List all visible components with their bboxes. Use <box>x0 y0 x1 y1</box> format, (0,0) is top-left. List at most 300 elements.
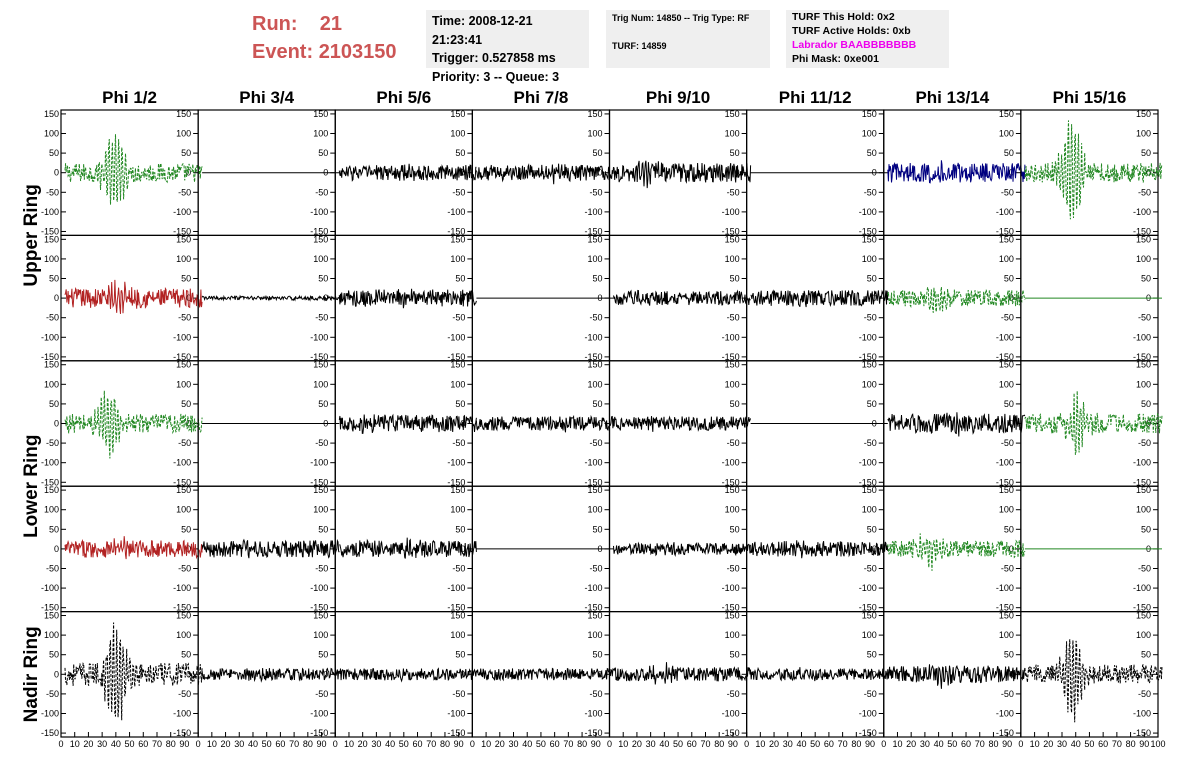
x-tick-label: 60 <box>1098 739 1109 749</box>
y-tick-label: 150 <box>43 359 59 370</box>
y-tick-label: 150 <box>998 485 1014 496</box>
y-tick-label: -50 <box>863 438 877 449</box>
y-tick-label: 50 <box>729 273 740 284</box>
y-tick-label: 50 <box>318 148 329 159</box>
x-tick-label: 10 <box>755 739 766 749</box>
y-tick-label: 0 <box>871 543 877 554</box>
x-tick-label: 80 <box>851 739 862 749</box>
waveform-trace <box>888 412 1025 436</box>
waveform-trace <box>65 536 202 559</box>
y-tick-label: -50 <box>589 688 603 699</box>
y-tick-label: 50 <box>181 398 192 409</box>
waveform-trace <box>339 289 476 308</box>
y-tick-label: -50 <box>1000 187 1014 198</box>
y-tick-label: 50 <box>181 649 192 660</box>
y-tick-label: 150 <box>861 610 877 621</box>
y-tick-label: -150 <box>858 351 877 362</box>
column-title: Phi 5/6 <box>376 88 432 107</box>
panel <box>335 360 476 488</box>
y-tick-label: 50 <box>1003 273 1014 284</box>
y-tick-label: 100 <box>587 128 603 139</box>
y-tick-label: 100 <box>587 253 603 264</box>
y-tick-label: 150 <box>861 108 877 119</box>
y-tick-label: 150 <box>724 485 740 496</box>
y-tick-label: 100 <box>450 504 466 515</box>
y-tick-label: -50 <box>178 563 192 574</box>
y-tick-label: 50 <box>866 649 877 660</box>
run-label: Run: <box>252 13 298 35</box>
waveform-trace <box>476 668 613 680</box>
y-tick-label: 150 <box>313 485 329 496</box>
y-tick-label: -150 <box>40 226 59 237</box>
y-tick-label: 100 <box>176 253 192 264</box>
y-tick-label: 50 <box>48 524 59 535</box>
x-tick-label: 50 <box>261 739 272 749</box>
x-tick-label: 20 <box>220 739 231 749</box>
y-tick-label: 0 <box>460 293 466 304</box>
y-tick-label: 100 <box>724 379 740 390</box>
y-tick-label: -50 <box>726 688 740 699</box>
y-tick-label: -150 <box>40 477 59 488</box>
waveform-trace <box>476 416 613 432</box>
y-tick-label: 100 <box>313 253 329 264</box>
y-tick-label: 50 <box>1003 398 1014 409</box>
y-tick-label: 100 <box>43 630 59 641</box>
column-title: Phi 11/12 <box>778 88 852 107</box>
y-tick-label: 0 <box>53 543 59 554</box>
y-tick-label: 150 <box>998 610 1014 621</box>
y-tick-label: -100 <box>584 708 603 719</box>
waveform-trace <box>339 669 476 681</box>
y-tick-label: 150 <box>1135 234 1151 245</box>
y-tick-label: -50 <box>726 187 740 198</box>
y-tick-label: 0 <box>323 418 329 429</box>
event-label: Event: <box>252 41 314 63</box>
y-tick-label: -100 <box>310 457 329 468</box>
panel <box>1021 109 1162 237</box>
x-tick-label: 70 <box>700 739 711 749</box>
y-tick-label: -150 <box>721 351 740 362</box>
column-titles <box>102 88 1126 107</box>
y-tick-label: 0 <box>1145 543 1151 554</box>
y-tick-label: 50 <box>181 148 192 159</box>
y-tick-label: 100 <box>861 128 877 139</box>
y-tick-label: -50 <box>589 563 603 574</box>
panel <box>884 485 1025 613</box>
y-tick-label: -50 <box>315 438 329 449</box>
y-tick-label: -50 <box>452 688 466 699</box>
y-tick-label: -50 <box>1000 688 1014 699</box>
y-tick-label: -150 <box>584 351 603 362</box>
y-tick-label: -150 <box>1132 226 1151 237</box>
y-tick-label: 150 <box>587 108 603 119</box>
y-tick-label: 100 <box>724 253 740 264</box>
panel <box>747 611 888 739</box>
y-tick-label: 0 <box>186 293 192 304</box>
priority-text: Priority: 3 -- Queue: 3 <box>432 69 560 84</box>
y-tick-label: -100 <box>40 583 59 594</box>
y-tick-label: 100 <box>313 128 329 139</box>
y-tick-label: -50 <box>315 563 329 574</box>
x-tick-label: 50 <box>810 739 821 749</box>
y-tick-label: 50 <box>48 398 59 409</box>
y-tick-label: 100 <box>176 504 192 515</box>
waveform-trace <box>751 667 888 681</box>
y-tick-label: 100 <box>724 128 740 139</box>
panel <box>198 109 339 237</box>
y-tick-label: -150 <box>310 226 329 237</box>
y-tick-label: 150 <box>724 234 740 245</box>
y-tick-label: 100 <box>861 253 877 264</box>
y-tick-label: -100 <box>995 332 1014 343</box>
y-tick-label: -50 <box>45 312 59 323</box>
y-tick-label: 100 <box>587 379 603 390</box>
y-tick-label: -100 <box>721 583 740 594</box>
y-tick-label: -100 <box>40 332 59 343</box>
row-group-label: Nadir Ring <box>21 626 42 723</box>
y-tick-label: -150 <box>447 728 466 739</box>
waveform-trace <box>202 296 339 300</box>
panel <box>41 611 202 739</box>
y-tick-label: 100 <box>998 630 1014 641</box>
y-tick-label: 150 <box>998 234 1014 245</box>
panel <box>41 485 202 613</box>
y-tick-label: 150 <box>450 108 466 119</box>
x-tick-label: 90 <box>865 739 876 749</box>
y-tick-label: 0 <box>871 418 877 429</box>
x-tick-label: 60 <box>549 739 560 749</box>
y-tick-label: 0 <box>186 167 192 178</box>
y-tick-label: 150 <box>313 359 329 370</box>
y-tick-label: -100 <box>858 457 877 468</box>
y-tick-label: 50 <box>592 273 603 284</box>
y-tick-label: -50 <box>452 563 466 574</box>
x-tick-label: 40 <box>659 739 670 749</box>
x-tick-label: 60 <box>823 739 834 749</box>
y-tick-label: 50 <box>1140 524 1151 535</box>
y-tick-label: 0 <box>53 669 59 680</box>
y-tick-label: 100 <box>1135 630 1151 641</box>
y-tick-label: -100 <box>584 332 603 343</box>
x-tick-label: 70 <box>1111 739 1122 749</box>
y-tick-label: 0 <box>186 543 192 554</box>
y-tick-label: 0 <box>597 418 603 429</box>
y-tick-label: -100 <box>173 332 192 343</box>
y-tick-label: -100 <box>447 708 466 719</box>
y-tick-label: -50 <box>589 187 603 198</box>
y-tick-label: -150 <box>40 602 59 613</box>
y-tick-label: 0 <box>734 167 740 178</box>
x-tick-label: 40 <box>110 739 121 749</box>
x-tick-label: 90 <box>179 739 190 749</box>
x-tick-label: 50 <box>1084 739 1095 749</box>
y-tick-label: -100 <box>1132 457 1151 468</box>
x-tick-label: 100 <box>1150 739 1166 749</box>
run-value: 21 <box>319 13 343 35</box>
y-tick-label: -150 <box>721 226 740 237</box>
y-tick-label: -50 <box>45 563 59 574</box>
y-tick-label: -150 <box>721 477 740 488</box>
y-tick-label: 150 <box>176 359 192 370</box>
y-tick-label: 100 <box>450 128 466 139</box>
y-tick-label: 50 <box>1140 649 1151 660</box>
y-tick-label: -150 <box>40 728 59 739</box>
waveform-trace <box>751 540 888 558</box>
y-tick-label: -100 <box>447 457 466 468</box>
y-tick-label: -100 <box>584 457 603 468</box>
y-tick-label: 50 <box>455 273 466 284</box>
panel <box>884 109 1025 237</box>
panel <box>198 485 339 613</box>
y-tick-label: -100 <box>310 206 329 217</box>
phi-mask-text: Phi Mask: 0xe001 <box>792 53 879 65</box>
y-tick-label: 150 <box>313 610 329 621</box>
column-title: Phi 13/14 <box>915 88 990 107</box>
y-tick-label: -50 <box>1137 688 1151 699</box>
y-tick-label: -100 <box>858 708 877 719</box>
x-tick-label: 30 <box>97 739 108 749</box>
waveform-trace <box>339 538 476 559</box>
trig-num-text: Trig Num: 14850 -- Trig Type: RF <box>612 13 750 23</box>
panel <box>747 360 888 488</box>
y-tick-label: 50 <box>455 148 466 159</box>
y-tick-label: 0 <box>871 293 877 304</box>
y-tick-label: -150 <box>173 728 192 739</box>
y-tick-label: 150 <box>724 108 740 119</box>
y-tick-label: -100 <box>173 206 192 217</box>
x-tick-label: 70 <box>974 739 985 749</box>
panel <box>472 360 613 488</box>
column-title: Phi 15/16 <box>1052 88 1127 107</box>
y-tick-label: 150 <box>450 359 466 370</box>
y-tick-label: -150 <box>858 602 877 613</box>
y-tick-label: -50 <box>726 312 740 323</box>
y-tick-label: 100 <box>176 630 192 641</box>
y-tick-label: 50 <box>729 398 740 409</box>
y-tick-label: 0 <box>1145 669 1151 680</box>
y-tick-label: 0 <box>871 669 877 680</box>
x-tick-label: 10 <box>206 739 217 749</box>
y-tick-label: 0 <box>1145 167 1151 178</box>
y-tick-label: 50 <box>318 524 329 535</box>
y-tick-label: 150 <box>176 485 192 496</box>
y-tick-label: -50 <box>726 438 740 449</box>
y-tick-label: -50 <box>589 312 603 323</box>
y-tick-label: -50 <box>452 187 466 198</box>
y-tick-label: -150 <box>447 351 466 362</box>
y-tick-label: 100 <box>861 504 877 515</box>
panel <box>41 234 202 362</box>
x-tick-label: 0 <box>744 739 750 749</box>
y-tick-label: 100 <box>587 630 603 641</box>
x-tick-label: 50 <box>398 739 409 749</box>
column-title: Phi 3/4 <box>239 88 295 107</box>
panel <box>472 611 613 739</box>
x-tick-label: 90 <box>453 739 464 749</box>
column-title: Phi 9/10 <box>645 88 711 107</box>
panel <box>1021 485 1162 613</box>
x-tick-label: 30 <box>919 739 930 749</box>
x-tick-label: 30 <box>1057 739 1068 749</box>
x-tick-label: 80 <box>577 739 588 749</box>
y-tick-label: -100 <box>721 708 740 719</box>
y-tick-label: -150 <box>310 477 329 488</box>
y-tick-label: -150 <box>40 351 59 362</box>
panel <box>884 360 1025 488</box>
y-tick-label: 150 <box>998 108 1014 119</box>
y-tick-label: -150 <box>1132 477 1151 488</box>
turf-active-text: TURF Active Holds: 0xb <box>792 25 911 37</box>
y-tick-label: 150 <box>43 485 59 496</box>
x-tick-label: 30 <box>234 739 245 749</box>
trigger-text: Trigger: 0.527858 ms <box>432 51 556 65</box>
y-tick-label: 100 <box>176 379 192 390</box>
waveform-trace <box>614 662 751 684</box>
x-tick-label: 80 <box>1125 739 1136 749</box>
y-tick-label: -50 <box>726 563 740 574</box>
x-tick-label: 20 <box>83 739 94 749</box>
x-tick-label: 20 <box>906 739 917 749</box>
y-tick-label: -50 <box>178 312 192 323</box>
y-tick-label: 150 <box>176 610 192 621</box>
y-tick-label: 50 <box>455 649 466 660</box>
y-tick-label: 0 <box>1008 167 1014 178</box>
y-tick-label: 50 <box>318 398 329 409</box>
y-tick-label: 150 <box>587 234 603 245</box>
panel <box>610 485 751 613</box>
x-tick-label: 80 <box>714 739 725 749</box>
x-tick-label: 40 <box>796 739 807 749</box>
y-tick-label: -100 <box>447 583 466 594</box>
x-tick-label: 30 <box>782 739 793 749</box>
y-tick-label: -150 <box>995 477 1014 488</box>
turf-hold-text: TURF This Hold: 0x2 <box>792 11 895 23</box>
y-tick-label: 50 <box>455 398 466 409</box>
y-tick-label: -50 <box>863 688 877 699</box>
y-tick-label: 100 <box>450 379 466 390</box>
x-tick-label: 90 <box>1139 739 1150 749</box>
panel <box>610 109 751 237</box>
y-tick-label: 150 <box>724 610 740 621</box>
y-tick-label: -50 <box>1000 438 1014 449</box>
y-tick-label: 100 <box>998 253 1014 264</box>
x-tick-label: 0 <box>469 739 475 749</box>
x-tick-label: 40 <box>933 739 944 749</box>
y-tick-label: 150 <box>724 359 740 370</box>
y-tick-label: 150 <box>861 359 877 370</box>
panel <box>41 109 202 237</box>
y-tick-label: -150 <box>173 477 192 488</box>
y-tick-label: 150 <box>450 234 466 245</box>
x-tick-label: 50 <box>535 739 546 749</box>
y-tick-label: -150 <box>995 728 1014 739</box>
y-tick-label: 150 <box>1135 108 1151 119</box>
x-tick-label: 20 <box>357 739 368 749</box>
row-labels <box>21 184 42 722</box>
y-tick-label: 0 <box>597 543 603 554</box>
x-tick-label: 0 <box>332 739 338 749</box>
panel <box>335 611 476 739</box>
x-tick-label: 60 <box>138 739 149 749</box>
y-tick-label: 150 <box>313 108 329 119</box>
y-tick-label: -150 <box>584 477 603 488</box>
y-tick-label: 0 <box>186 669 192 680</box>
y-tick-label: -150 <box>173 602 192 613</box>
x-tick-label: 20 <box>494 739 505 749</box>
y-tick-label: -100 <box>40 457 59 468</box>
y-tick-label: -50 <box>315 688 329 699</box>
y-tick-label: -50 <box>45 688 59 699</box>
y-tick-label: 150 <box>587 485 603 496</box>
y-tick-label: -100 <box>310 332 329 343</box>
x-tick-label: 60 <box>961 739 972 749</box>
panel <box>198 360 339 488</box>
y-tick-label: -50 <box>589 438 603 449</box>
y-tick-label: 0 <box>53 293 59 304</box>
y-tick-label: 0 <box>1008 669 1014 680</box>
y-tick-label: -150 <box>447 226 466 237</box>
panel <box>335 485 476 613</box>
y-tick-label: -50 <box>178 438 192 449</box>
y-tick-label: -100 <box>721 457 740 468</box>
waveform-trace <box>888 160 1025 183</box>
y-tick-label: 50 <box>592 148 603 159</box>
x-tick-label: 90 <box>316 739 327 749</box>
y-tick-label: -150 <box>721 602 740 613</box>
x-tick-label: 90 <box>590 739 601 749</box>
y-tick-label: -100 <box>721 332 740 343</box>
x-tick-label: 0 <box>606 739 613 749</box>
y-tick-label: -50 <box>315 187 329 198</box>
turf-text: TURF: 14859 <box>612 41 667 51</box>
y-tick-label: 150 <box>43 234 59 245</box>
y-tick-label: -100 <box>173 457 192 468</box>
y-tick-label: -150 <box>173 351 192 362</box>
waveform-trace <box>751 290 888 307</box>
y-tick-label: 50 <box>592 649 603 660</box>
waveform-trace <box>65 280 202 314</box>
x-tick-label: 40 <box>247 739 258 749</box>
panel <box>884 234 1025 362</box>
y-tick-label: -100 <box>721 206 740 217</box>
y-tick-label: 0 <box>186 418 192 429</box>
y-tick-label: -50 <box>863 187 877 198</box>
y-tick-label: -50 <box>1137 312 1151 323</box>
y-tick-label: 0 <box>1008 543 1014 554</box>
y-tick-label: 0 <box>323 543 329 554</box>
panel <box>610 360 751 488</box>
y-tick-label: 0 <box>53 167 59 178</box>
y-tick-label: 0 <box>1008 418 1014 429</box>
event-value: 2103150 <box>318 41 397 63</box>
y-tick-label: 50 <box>318 649 329 660</box>
waveform-trace <box>614 416 751 432</box>
y-tick-label: -50 <box>178 688 192 699</box>
y-tick-label: 50 <box>181 273 192 284</box>
x-tick-label: 70 <box>426 739 437 749</box>
y-tick-label: -100 <box>995 583 1014 594</box>
y-tick-label: 150 <box>176 234 192 245</box>
panel <box>610 234 751 362</box>
y-tick-label: 100 <box>861 630 877 641</box>
x-tick-label: 0 <box>195 739 201 749</box>
x-tick-label: 90 <box>1002 739 1013 749</box>
y-tick-label: -100 <box>40 708 59 719</box>
x-tick-label: 50 <box>673 739 684 749</box>
y-tick-label: -100 <box>310 708 329 719</box>
row-group-label: Lower Ring <box>21 434 42 538</box>
y-tick-label: 100 <box>1135 504 1151 515</box>
